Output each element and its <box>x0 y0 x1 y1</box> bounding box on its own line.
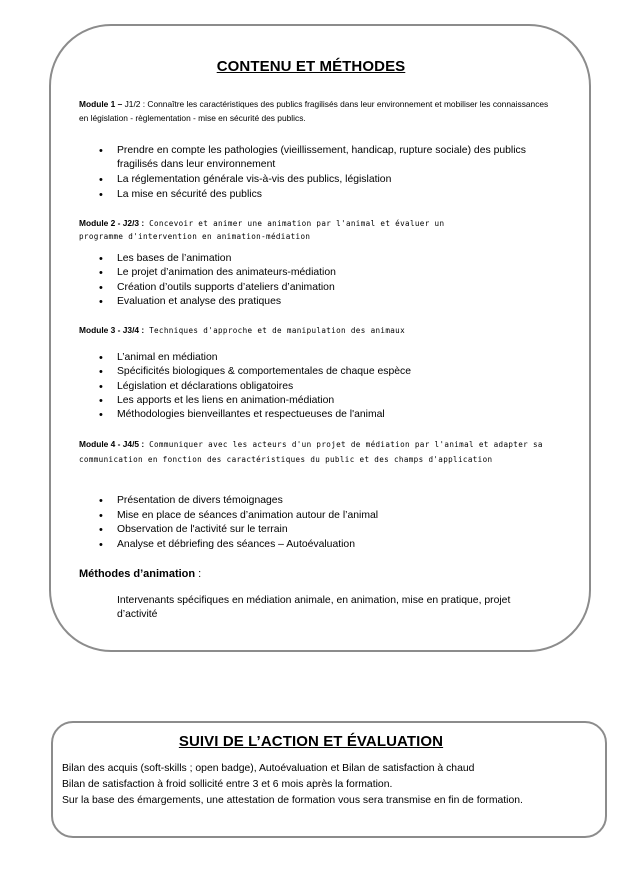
module-3-bullet: • Législation et déclarations obligatoires <box>99 381 294 393</box>
module-4-label: Module 4 - <box>79 439 123 449</box>
module-4-bullet: • Analyse et débriefing des séances – Autoévaluation <box>99 539 355 551</box>
bullet-icon: • <box>99 296 103 308</box>
bullet-icon: • <box>99 495 103 507</box>
module-3-header <box>79 324 405 337</box>
module-3-objective: Techniques d'approche et de manipulation des animaux <box>144 326 406 335</box>
module-1-bullet: • Prendre en compte les pathologies (vieillissement, handicap, rupture sociale) des publics <box>99 145 526 157</box>
follow-up-line: Bilan des acquis (soft-skills ; open badge), Autoévaluation et Bilan de satisfaction à chaud <box>62 763 475 774</box>
bullet-icon: • <box>99 253 103 265</box>
follow-up-line: Sur la base des émargements, une attestation de formation vous sera transmise en fin de formation. <box>62 795 523 806</box>
methods-heading: Méthodes d’animation : <box>79 568 202 580</box>
module-1-bullet-cont: fragilisés dans leur environnement <box>117 159 276 170</box>
bullet-icon: • <box>99 267 103 279</box>
module-3-days: J3/4 : <box>122 325 145 335</box>
bullet-icon: • <box>99 510 103 522</box>
methods-text: Intervenants spécifiques en médiation animale, en animation, mise en pratique, projet <box>117 595 511 606</box>
module-3-label: Module 3 - <box>79 325 123 335</box>
module-2-bullet: • Les bases de l’animation <box>99 253 232 265</box>
module-2-bullet: • Le projet d’animation des animateurs-médiation <box>99 267 336 279</box>
module-2-objective: Concevoir et animer une animation par l'animal et évaluer un <box>144 219 445 228</box>
module-1-header <box>79 98 548 110</box>
module-4-bullet: • Observation de l'activité sur le terrain <box>99 524 288 536</box>
module-1-bullet: • La mise en sécurité des publics <box>99 189 262 201</box>
module-3-bullet: • Méthodologies bienveillantes et respectueuses de l'animal <box>99 409 385 421</box>
module-4-objective-cont: communication en fonction des caractéristiques du public et des champs d'application <box>79 455 493 464</box>
module-3-bullet: • L’animal en médiation <box>99 352 218 364</box>
bullet-icon: • <box>99 366 103 378</box>
follow-up-line: Bilan de satisfaction à froid sollicité entre 3 et 6 mois après la formation. <box>62 779 393 790</box>
bullet-icon: • <box>99 174 103 186</box>
bullet-icon: • <box>99 352 103 364</box>
module-1-bullet: • La réglementation générale vis-à-vis des publics, législation <box>99 174 392 186</box>
module-3-bullet: • Les apports et les liens en animation-médiation <box>99 395 335 407</box>
module-4-days: J4/5 : <box>122 439 145 449</box>
bullet-icon: • <box>99 539 103 551</box>
bullet-icon: • <box>99 145 103 157</box>
module-1-label: Module 1 – <box>79 99 125 109</box>
module-4-bullet: • Présentation de divers témoignages <box>99 495 283 507</box>
module-1-objective-cont: en législation - règlementation - mise en sécurité des publics. <box>79 113 306 123</box>
bullet-icon: • <box>99 395 103 407</box>
module-2-bullet: • Création d’outils supports d’ateliers d’animation <box>99 282 335 294</box>
module-4-bullet: • Mise en place de séances d’animation autour de l’animal <box>99 510 379 522</box>
bullet-icon: • <box>99 524 103 536</box>
bullet-icon: • <box>99 189 103 201</box>
follow-up-title: SUIVI DE L’ACTION ET ÉVALUATION <box>178 733 444 750</box>
content-methods-title: CONTENU ET MÉTHODES <box>216 58 406 75</box>
module-4-header <box>79 438 543 451</box>
module-1-objective: Connaître les caractéristiques des publics fragilisés dans leur environnement et mobiliser les connaissances <box>145 99 549 109</box>
module-3-bullet: • Spécificités biologiques & comportementales de chaque espèce <box>99 366 412 378</box>
module-4-objective: Communiquer avec les acteurs d'un projet de médiation par l'animal et adapter sa <box>144 440 543 449</box>
module-2-header <box>79 217 444 230</box>
module-2-objective-cont: programme d'intervention en animation-médiation <box>79 232 311 241</box>
methods-text-cont: d’activité <box>117 609 158 620</box>
bullet-icon: • <box>99 409 103 421</box>
bullet-icon: • <box>99 282 103 294</box>
bullet-icon: • <box>99 381 103 393</box>
module-2-days: J2/3 : <box>122 218 145 228</box>
module-1-days: J1/2 : <box>124 99 146 109</box>
module-2-bullet: • Evaluation et analyse des pratiques <box>99 296 282 308</box>
module-2-label: Module 2 - <box>79 218 123 228</box>
